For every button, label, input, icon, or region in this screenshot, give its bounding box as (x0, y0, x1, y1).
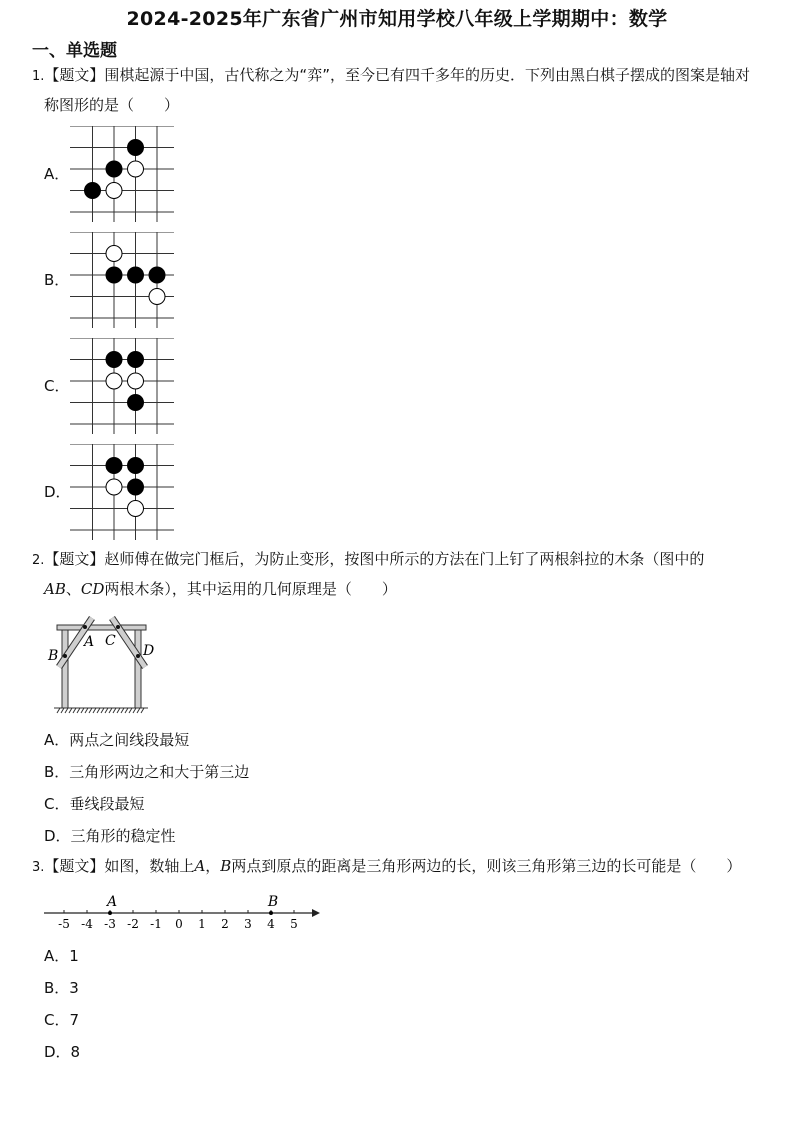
arrow-head-icon (312, 909, 320, 917)
number-line-figure (40, 890, 326, 936)
point-a-dot (83, 625, 87, 629)
white-stone (149, 289, 165, 305)
segment-cd: CD (80, 580, 105, 598)
board-grid (70, 338, 174, 434)
question-1 (32, 61, 792, 120)
tick-label: -2 (127, 917, 139, 931)
hatch-mark (61, 708, 64, 713)
label-a: A (84, 634, 95, 650)
black-stone (106, 267, 122, 283)
question-text-line1: 围棋起源于中国，古代称之为“弈”，至今已有四千多年的历史．下列由黑白棋子摆成的图案是轴对 (104, 66, 750, 84)
hatch-mark (57, 708, 60, 713)
board-grid (70, 444, 174, 540)
label-b: B (48, 648, 59, 664)
option-label-a[interactable]: A． (44, 165, 70, 183)
point-d-dot (136, 654, 140, 658)
option-label-b[interactable]: B． (44, 271, 70, 289)
question-text-rest: 两根木条），其中运用的几何原理是（ ） (104, 580, 397, 598)
board-grid (70, 126, 174, 222)
hatch-mark (109, 708, 112, 713)
segment-ab: AB (44, 580, 66, 598)
point-b-label: B (267, 894, 279, 910)
hatch-mark (101, 708, 104, 713)
q3-option-d[interactable]: D．8 (44, 1043, 81, 1061)
tick-label: 0 (175, 917, 183, 931)
point-b-dot (63, 654, 67, 658)
hatch-mark (141, 708, 144, 713)
tick-label: 5 (290, 917, 298, 931)
tick-label: 2 (221, 917, 229, 931)
tick-label: -3 (104, 917, 116, 931)
question-tag: 【题文】 (44, 857, 105, 875)
black-stone (106, 458, 122, 474)
hatch-mark (117, 708, 120, 713)
tick-label: 4 (267, 917, 275, 931)
hatch-mark (89, 708, 92, 713)
tick-label: -4 (81, 917, 93, 931)
hatch-mark (77, 708, 80, 713)
q2-option-b[interactable]: B．三角形两边之和大于第三边 (44, 763, 250, 781)
point-c-dot (116, 625, 120, 629)
question-tag: 【题文】 (44, 550, 105, 568)
separator: 、 (65, 580, 81, 598)
go-board-a[interactable] (70, 126, 176, 222)
tick-label: -1 (150, 917, 162, 931)
q3-option-b[interactable]: B．3 (44, 979, 79, 997)
point-b-text: B (220, 857, 232, 875)
black-stone (106, 352, 122, 368)
hatch-mark (125, 708, 128, 713)
hatch-mark (121, 708, 124, 713)
tick-label: 3 (244, 917, 252, 931)
white-stone (106, 246, 122, 262)
point-a-label: A (106, 894, 118, 910)
tick-label: -5 (58, 917, 70, 931)
hatch-mark (97, 708, 100, 713)
top-beam (57, 625, 146, 630)
right-post (135, 628, 141, 708)
hatch-mark (137, 708, 140, 713)
page-title: 2024-2025年广东省广州市知用学校八年级上学期期中：数学 (126, 8, 668, 30)
black-stone (149, 267, 165, 283)
hatch-mark (85, 708, 88, 713)
point-b-marker (269, 911, 273, 915)
question-3 (32, 852, 792, 882)
hatch-mark (65, 708, 68, 713)
black-stone (85, 183, 101, 199)
comma: ， (205, 857, 221, 875)
white-stone (128, 501, 144, 517)
tick-label: 1 (198, 917, 206, 931)
question-tag: 【题文】 (44, 66, 105, 84)
black-stone (128, 395, 144, 411)
point-a-marker (108, 911, 112, 915)
q2-option-d[interactable]: D．三角形的稳定性 (44, 827, 176, 845)
q2-option-a[interactable]: A．两点之间线段最短 (44, 731, 190, 749)
white-stone (106, 183, 122, 199)
hatch-mark (133, 708, 136, 713)
go-board-c[interactable] (70, 338, 176, 434)
black-stone (106, 161, 122, 177)
hatch-mark (73, 708, 76, 713)
section-heading: 一、单选题 (32, 41, 117, 61)
question-2 (32, 545, 792, 604)
black-stone (128, 479, 144, 495)
hatch-mark (93, 708, 96, 713)
black-stone (128, 140, 144, 156)
ground-hatch (57, 708, 144, 713)
left-post (62, 628, 68, 708)
question-text-post: 两点到原点的距离是三角形两边的长，则该三角形第三边的长可能是（ ） (231, 857, 742, 875)
label-c: C (105, 633, 116, 649)
white-stone (128, 161, 144, 177)
question-number: 3. (32, 860, 45, 875)
white-stone (128, 373, 144, 389)
hatch-mark (129, 708, 132, 713)
option-label-d[interactable]: D． (44, 483, 71, 501)
question-text-line2 (32, 575, 792, 604)
question-number: 2. (32, 553, 45, 568)
hatch-mark (113, 708, 116, 713)
go-board-d[interactable] (70, 444, 176, 540)
q3-option-c[interactable]: C．7 (44, 1011, 80, 1029)
question-text-pre: 如图，数轴上 (104, 857, 195, 875)
black-stone (128, 352, 144, 368)
black-stone (128, 267, 144, 283)
question-text-line2: 称图形的是（ ） (44, 96, 180, 114)
hatch-mark (81, 708, 84, 713)
option-label-c[interactable]: C． (44, 377, 70, 395)
question-text-line1: 赵师傅在做完门框后，为防止变形，按图中所示的方法在门上钉了两根斜拉的木条（图中的 (104, 550, 705, 568)
white-stone (106, 479, 122, 495)
white-stone (106, 373, 122, 389)
q3-option-a[interactable]: A．1 (44, 947, 79, 965)
black-stone (128, 458, 144, 474)
point-a-text: A (194, 857, 206, 875)
question-number: 1. (32, 69, 45, 84)
go-board-b[interactable] (70, 232, 176, 328)
hatch-mark (105, 708, 108, 713)
q2-option-c[interactable]: C．垂线段最短 (44, 795, 145, 813)
door-frame-figure (46, 612, 162, 716)
hatch-mark (69, 708, 72, 713)
label-d: D (143, 643, 155, 659)
